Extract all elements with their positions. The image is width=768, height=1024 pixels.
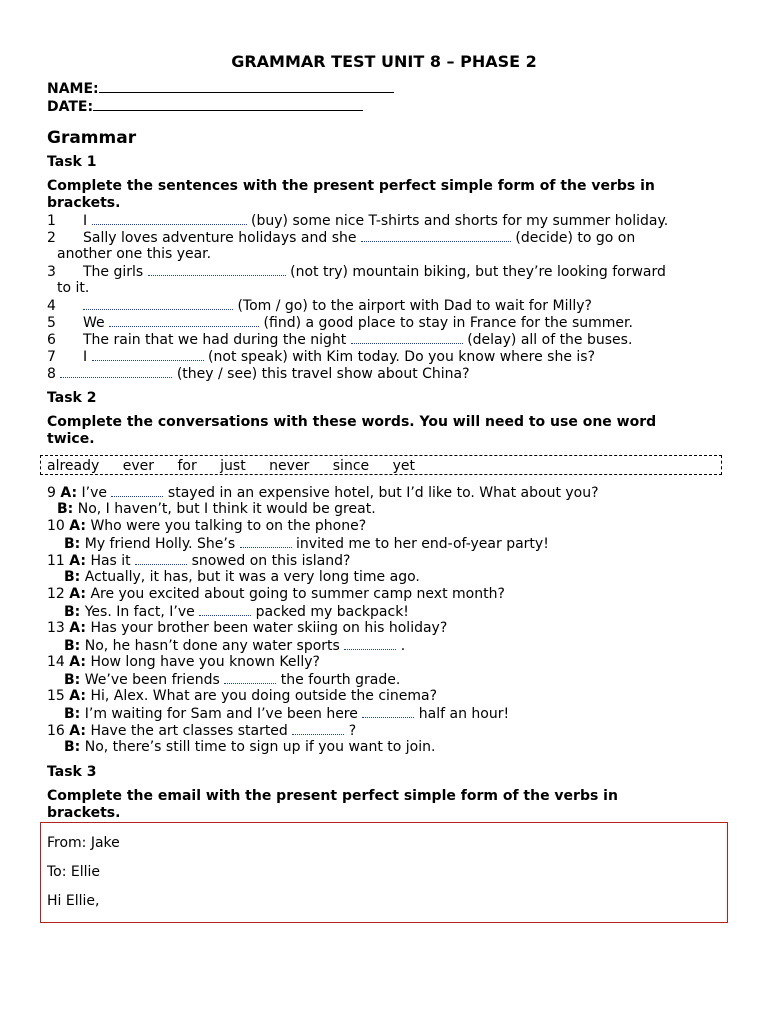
dialogue-line-b: B: Actually, it has, but it was a very long time ago. (64, 569, 420, 585)
dialogue-line-b: B: No, he hasn’t done any water sports . (64, 638, 406, 654)
task1-item: 5 We (find) a good place to stay in France for the summer. (47, 315, 633, 331)
task1-item: 1 I (buy) some nice T-shirts and shorts for my summer holiday. (47, 213, 669, 229)
dialogue-line-a: 14 A: How long have you known Kelly? (47, 654, 320, 670)
answer-blank[interactable] (344, 637, 396, 650)
task1-item: 3 The girls (not try) mountain biking, but they’re looking forward (47, 264, 666, 280)
answer-blank[interactable] (362, 705, 414, 718)
task2-heading: Task 2 (47, 390, 97, 406)
dialogue-line-b: B: No, there’s still time to sign up if you want to join. (64, 739, 436, 755)
task2-instruction: Complete the conversations with these words. You will need to use one word (47, 414, 657, 430)
dialogue-line-b: B: No, I haven’t, but I think it would be great. (57, 501, 376, 517)
answer-blank[interactable] (111, 484, 163, 497)
answer-blank[interactable] (92, 212, 247, 225)
answer-blank[interactable] (83, 297, 233, 310)
answer-blank[interactable] (292, 722, 344, 735)
word-option: never (269, 458, 310, 474)
dialogue-line-a: 9 A: I’ve stayed in an expensive hotel, but I’d like to. What about you? (47, 485, 599, 501)
name-label: NAME: (47, 81, 99, 97)
email-box (40, 822, 728, 923)
answer-blank[interactable] (240, 535, 292, 548)
task1-instruction-cont: brackets. (47, 195, 121, 211)
section-heading: Grammar (47, 128, 137, 148)
task1-item: 7 I (not speak) with Kim today. Do you know where she is? (47, 349, 596, 365)
word-option: ever (122, 458, 155, 474)
dialogue-line-b: B: My friend Holly. She’s invited me to her end-of-year party! (64, 536, 549, 552)
task3-instruction: Complete the email with the present perfect simple form of the verbs in (47, 788, 618, 804)
date-label: DATE: (47, 99, 94, 115)
dialogue-line-a: 12 A: Are you excited about going to summer camp next month? (47, 586, 505, 602)
name-line (99, 79, 394, 93)
task3-instruction-cont: brackets. (47, 805, 121, 821)
answer-blank[interactable] (361, 229, 511, 242)
task1-item: 2 Sally loves adventure holidays and she (decide) to go on (47, 230, 636, 246)
task3-heading: Task 3 (47, 764, 97, 780)
page-title: GRAMMAR TEST UNIT 8 – PHASE 2 (231, 52, 537, 71)
word-box (40, 455, 722, 475)
answer-blank[interactable] (109, 314, 259, 327)
answer-blank[interactable] (351, 331, 463, 344)
word-option: since (332, 458, 370, 474)
dialogue-line-a: 11 A: Has it snowed on this island? (47, 553, 351, 569)
email-from: From: Jake (47, 835, 120, 851)
dialogue-line-b: B: I’m waiting for Sam and I’ve been here half an hour! (64, 706, 510, 722)
answer-blank[interactable] (92, 348, 204, 361)
date-field[interactable] (47, 97, 363, 116)
task1-item: 4 (Tom / go) to the airport with Dad to wait for Milly? (47, 298, 592, 314)
email-greeting: Hi Ellie, (47, 893, 100, 909)
name-field[interactable] (47, 79, 394, 98)
task1-item: 8 (they / see) this travel show about China? (47, 366, 470, 382)
dialogue-line-a: 13 A: Has your brother been water skiing on his holiday? (47, 620, 448, 636)
answer-blank[interactable] (148, 263, 286, 276)
dialogue-line-b: B: Yes. In fact, I’ve packed my backpack! (64, 604, 409, 620)
email-to: To: Ellie (47, 864, 101, 880)
dialogue-line-b: B: We’ve been friends the fourth grade. (64, 672, 401, 688)
task1-instruction: Complete the sentences with the present perfect simple form of the verbs in (47, 178, 655, 194)
answer-blank[interactable] (135, 552, 187, 565)
answer-blank[interactable] (224, 671, 276, 684)
dialogue-line-a: 15 A: Hi, Alex. What are you doing outside the cinema? (47, 688, 438, 704)
task1-item: 6 The rain that we had during the night (delay) all of the buses. (47, 332, 633, 348)
word-option: yet (392, 458, 415, 474)
answer-blank[interactable] (199, 603, 251, 616)
word-option: just (220, 458, 246, 474)
dialogue-line-a: 10 A: Who were you talking to on the phone? (47, 518, 367, 534)
dialogue-line-a: 16 A: Have the art classes started ? (47, 723, 357, 739)
task2-instruction-cont: twice. (47, 431, 95, 447)
word-option: already (47, 458, 100, 474)
task1-item-cont: to it. (57, 280, 90, 296)
answer-blank[interactable] (60, 365, 172, 378)
task1-item-cont: another one this year. (57, 246, 212, 262)
word-option: for (177, 458, 197, 474)
date-line (93, 97, 363, 111)
task1-heading: Task 1 (47, 154, 97, 170)
